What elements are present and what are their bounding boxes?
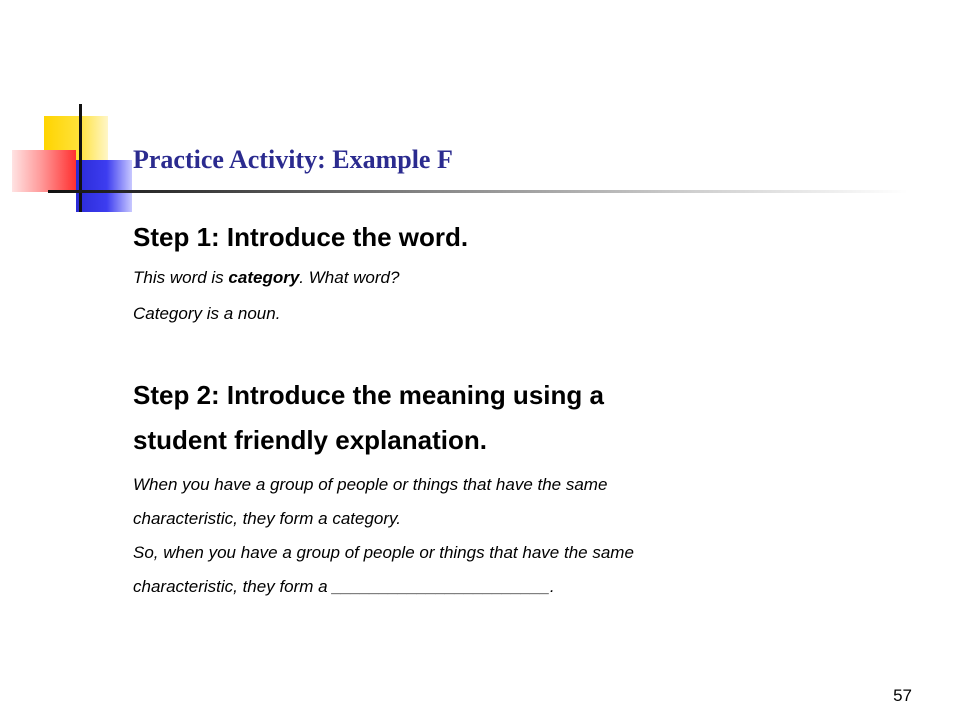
step2-line4-suffix: . <box>549 577 555 596</box>
step1-line1-suffix: . What word? <box>299 268 400 287</box>
target-word: category <box>228 268 300 287</box>
step2-line2: characteristic, they form a category. <box>133 509 402 528</box>
step2-line4-prefix: characteristic, they form a <box>133 577 333 596</box>
step2-heading-line1: Step 2: Introduce the meaning using a <box>133 380 604 410</box>
step1-heading: Step 1: Introduce the word. <box>133 222 469 252</box>
slide-title: Practice Activity: Example F <box>133 145 453 174</box>
step2-line4 <box>133 577 555 597</box>
step2-line1: When you have a group of people or things that have the same <box>133 475 608 494</box>
title-underline-rule <box>48 190 908 193</box>
vertical-rule <box>79 104 82 212</box>
step2-heading-line2: student friendly explanation. <box>133 425 487 455</box>
fill-in-blank: _______________________ <box>332 577 550 596</box>
step1-line2: Category is a noun. <box>133 304 281 323</box>
step1-line1 <box>133 268 399 288</box>
red-square-decoration <box>12 150 76 192</box>
step2-line3: So, when you have a group of people or things that have the same <box>133 543 634 562</box>
step1-line1-prefix: This word is <box>133 268 229 287</box>
blue-square-decoration <box>76 160 132 212</box>
page-number: 57 <box>893 686 912 705</box>
